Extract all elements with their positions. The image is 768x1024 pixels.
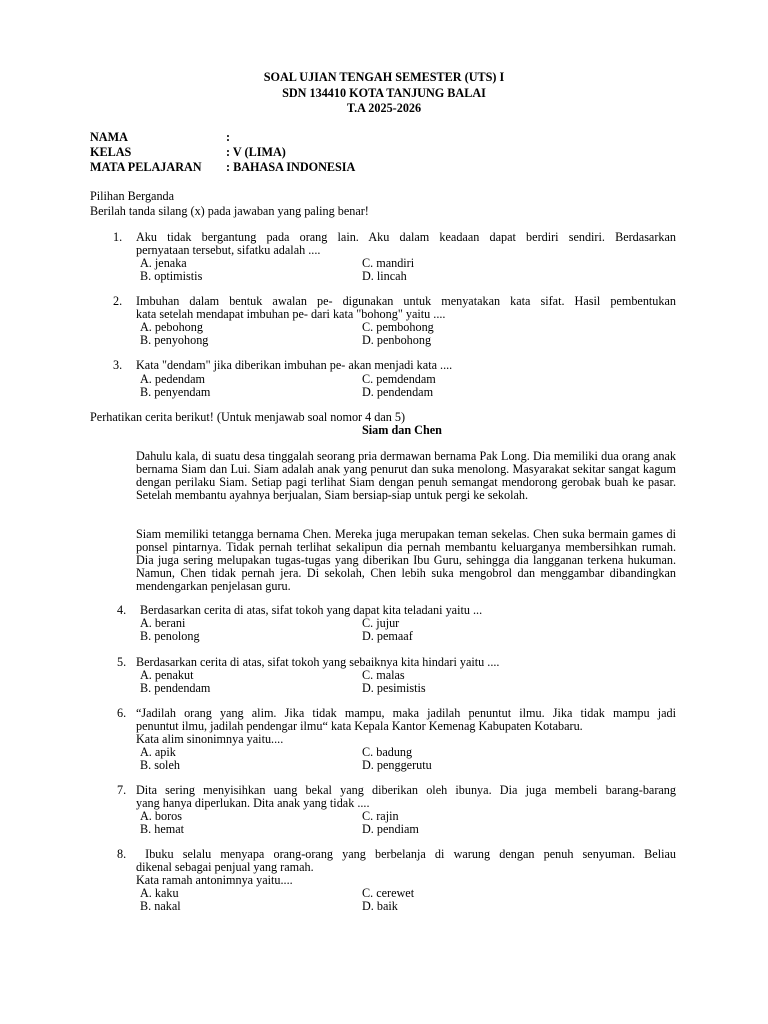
story-title: Siam dan Chen xyxy=(362,423,442,437)
option-c: C. cerewet xyxy=(362,886,415,900)
option-c: C. badung xyxy=(362,745,413,759)
question-text: penuntut ilmu, jadilah pendengar ilmu“ kata Kepala Kantor Kemenag Kabupaten Kotabaru. xyxy=(136,719,583,733)
school-year: T.A 2025-2026 xyxy=(346,101,422,115)
identity-value-nama: : xyxy=(226,130,231,144)
school-name: SDN 134410 KOTA TANJUNG BALAI xyxy=(282,86,486,100)
question-number: 8. xyxy=(117,847,127,861)
question-text: Ibuku selalu menyapa orang-orang yang berbelanja di warung dengan penuh senyuman. Beliau xyxy=(136,847,676,861)
option-b: B. pendendam xyxy=(140,681,211,695)
story-paragraph: Dahulu kala, di suatu desa tinggalah seorang pria dermawan bernama Pak Long. Dia memiliki dua orang anak bernama Siam dan Lui. Siam adalah anak yang penurut dan suka menolong. Masyarakat sekitar sangat kagum dengan perilaku Siam. Setiap pagi terlihat Siam dengan penuh semangat mendorong gerobak buah ke pasar. Setelah membantu ayahnya berjualan, Siam bersiap-siap untuk pergi ke sekolah. xyxy=(136,449,676,502)
option-a: A. boros xyxy=(140,809,182,823)
question-text: Kata ramah antonimnya yaitu.... xyxy=(136,873,293,887)
story-intro: Perhatikan cerita berikut! (Untuk menjawab soal nomor 4 dan 5) xyxy=(90,410,406,424)
option-a: A. apik xyxy=(140,745,176,759)
option-a: A. penakut xyxy=(140,668,194,682)
option-b: B. soleh xyxy=(140,758,180,772)
identity-label-kelas: KELAS xyxy=(90,145,132,159)
option-c: C. jujur xyxy=(362,616,400,630)
question-number: 4. xyxy=(117,603,127,617)
option-d: D. pendendam xyxy=(362,385,434,399)
option-c: C. malas xyxy=(362,668,405,682)
option-d: D. lincah xyxy=(362,269,407,283)
instruction-text: Berilah tanda silang (x) pada jawaban yang paling benar! xyxy=(90,204,369,218)
story-paragraph: Siam memiliki tetangga bernama Chen. Mereka juga merupakan teman sekelas. Chen suka bermain games di ponsel pintarnya. Tidak pernah terlihat sekalipun dia pernah membantu keluarganya membersihkan rumah. Dia juga sering melupakan tugas-tugas yang diberikan Ibu Guru, sehingga dia langganan terkena hukuman. Namun, Chen tidak pernah jera. Di sekolah, Chen lebih suka mengobrol dan menggambar dibandingkan mendengarkan penjelasan guru. xyxy=(136,527,676,593)
question-text: Berdasarkan cerita di atas, sifat tokoh yang dapat kita teladani yaitu ... xyxy=(140,603,483,617)
identity-label-mapel: MATA PELAJARAN xyxy=(90,160,202,174)
option-b: B. optimistis xyxy=(140,269,203,283)
question-text: Berdasarkan cerita di atas, sifat tokoh yang sebaiknya kita hindari yaitu .... xyxy=(136,655,500,669)
option-d: D. penbohong xyxy=(362,333,432,347)
question-number: 2. xyxy=(113,294,123,308)
question-text: pernyataan tersebut, sifatku adalah .... xyxy=(136,243,321,257)
option-b: B. penyohong xyxy=(140,333,209,347)
option-c: C. pembohong xyxy=(362,320,434,334)
option-b: B. penolong xyxy=(140,629,200,643)
option-d: D. pemaaf xyxy=(362,629,413,643)
option-a: A. berani xyxy=(140,616,186,630)
identity-label-nama: NAMA xyxy=(90,130,128,144)
exam-title: SOAL UJIAN TENGAH SEMESTER (UTS) I xyxy=(263,70,505,84)
option-d: D. baik xyxy=(362,899,398,913)
question-text: Kata "dendam" jika diberikan imbuhan pe- akan menjadi kata .... xyxy=(136,358,453,372)
question-number: 1. xyxy=(113,230,123,244)
option-d: D. penggerutu xyxy=(362,758,432,772)
option-a: A. kaku xyxy=(140,886,179,900)
option-c: C. pemdendam xyxy=(362,372,436,386)
option-d: D. pendiam xyxy=(362,822,419,836)
question-number: 7. xyxy=(117,783,127,797)
option-b: B. penyendam xyxy=(140,385,211,399)
option-d: D. pesimistis xyxy=(362,681,426,695)
question-text: Aku tidak bergantung pada orang lain. Aku dalam keadaan dapat berdiri sendiri. Berdasarkan xyxy=(136,230,676,244)
question-number: 3. xyxy=(113,358,123,372)
option-b: B. nakal xyxy=(140,899,181,913)
question-text: Dita sering menyisihkan uang bekal yang diberikan oleh ibunya. Dia juga membeli barang-barang xyxy=(136,783,676,797)
question-text: Kata alim sinonimnya yaitu.... xyxy=(136,732,284,746)
option-c: C. rajin xyxy=(362,809,399,823)
question-text: Imbuhan dalam bentuk awalan pe- digunakan untuk menyatakan kata sifat. Hasil pembentukan xyxy=(136,294,676,308)
question-text: yang hanya diperlukan. Dita anak yang tidak .... xyxy=(136,796,370,810)
question-text: kata setelah mendapat imbuhan pe- dari kata "bohong" yaitu .... xyxy=(136,307,446,321)
option-a: A. jenaka xyxy=(140,256,187,270)
identity-value-mapel: : BAHASA INDONESIA xyxy=(226,160,356,174)
section-heading: Pilihan Berganda xyxy=(90,189,175,203)
question-text: “Jadilah orang yang alim. Jika tidak mampu, maka jadilah penuntut ilmu. Jika tidak mampu jadi xyxy=(136,706,676,720)
question-number: 6. xyxy=(117,706,127,720)
option-b: B. hemat xyxy=(140,822,185,836)
identity-value-kelas: : V (LIMA) xyxy=(226,145,286,159)
option-a: A. pedendam xyxy=(140,372,205,386)
option-a: A. pebohong xyxy=(140,320,203,334)
option-c: C. mandiri xyxy=(362,256,415,270)
question-text: dikenal sebagai penjual yang ramah. xyxy=(136,860,314,874)
question-number: 5. xyxy=(117,655,127,669)
